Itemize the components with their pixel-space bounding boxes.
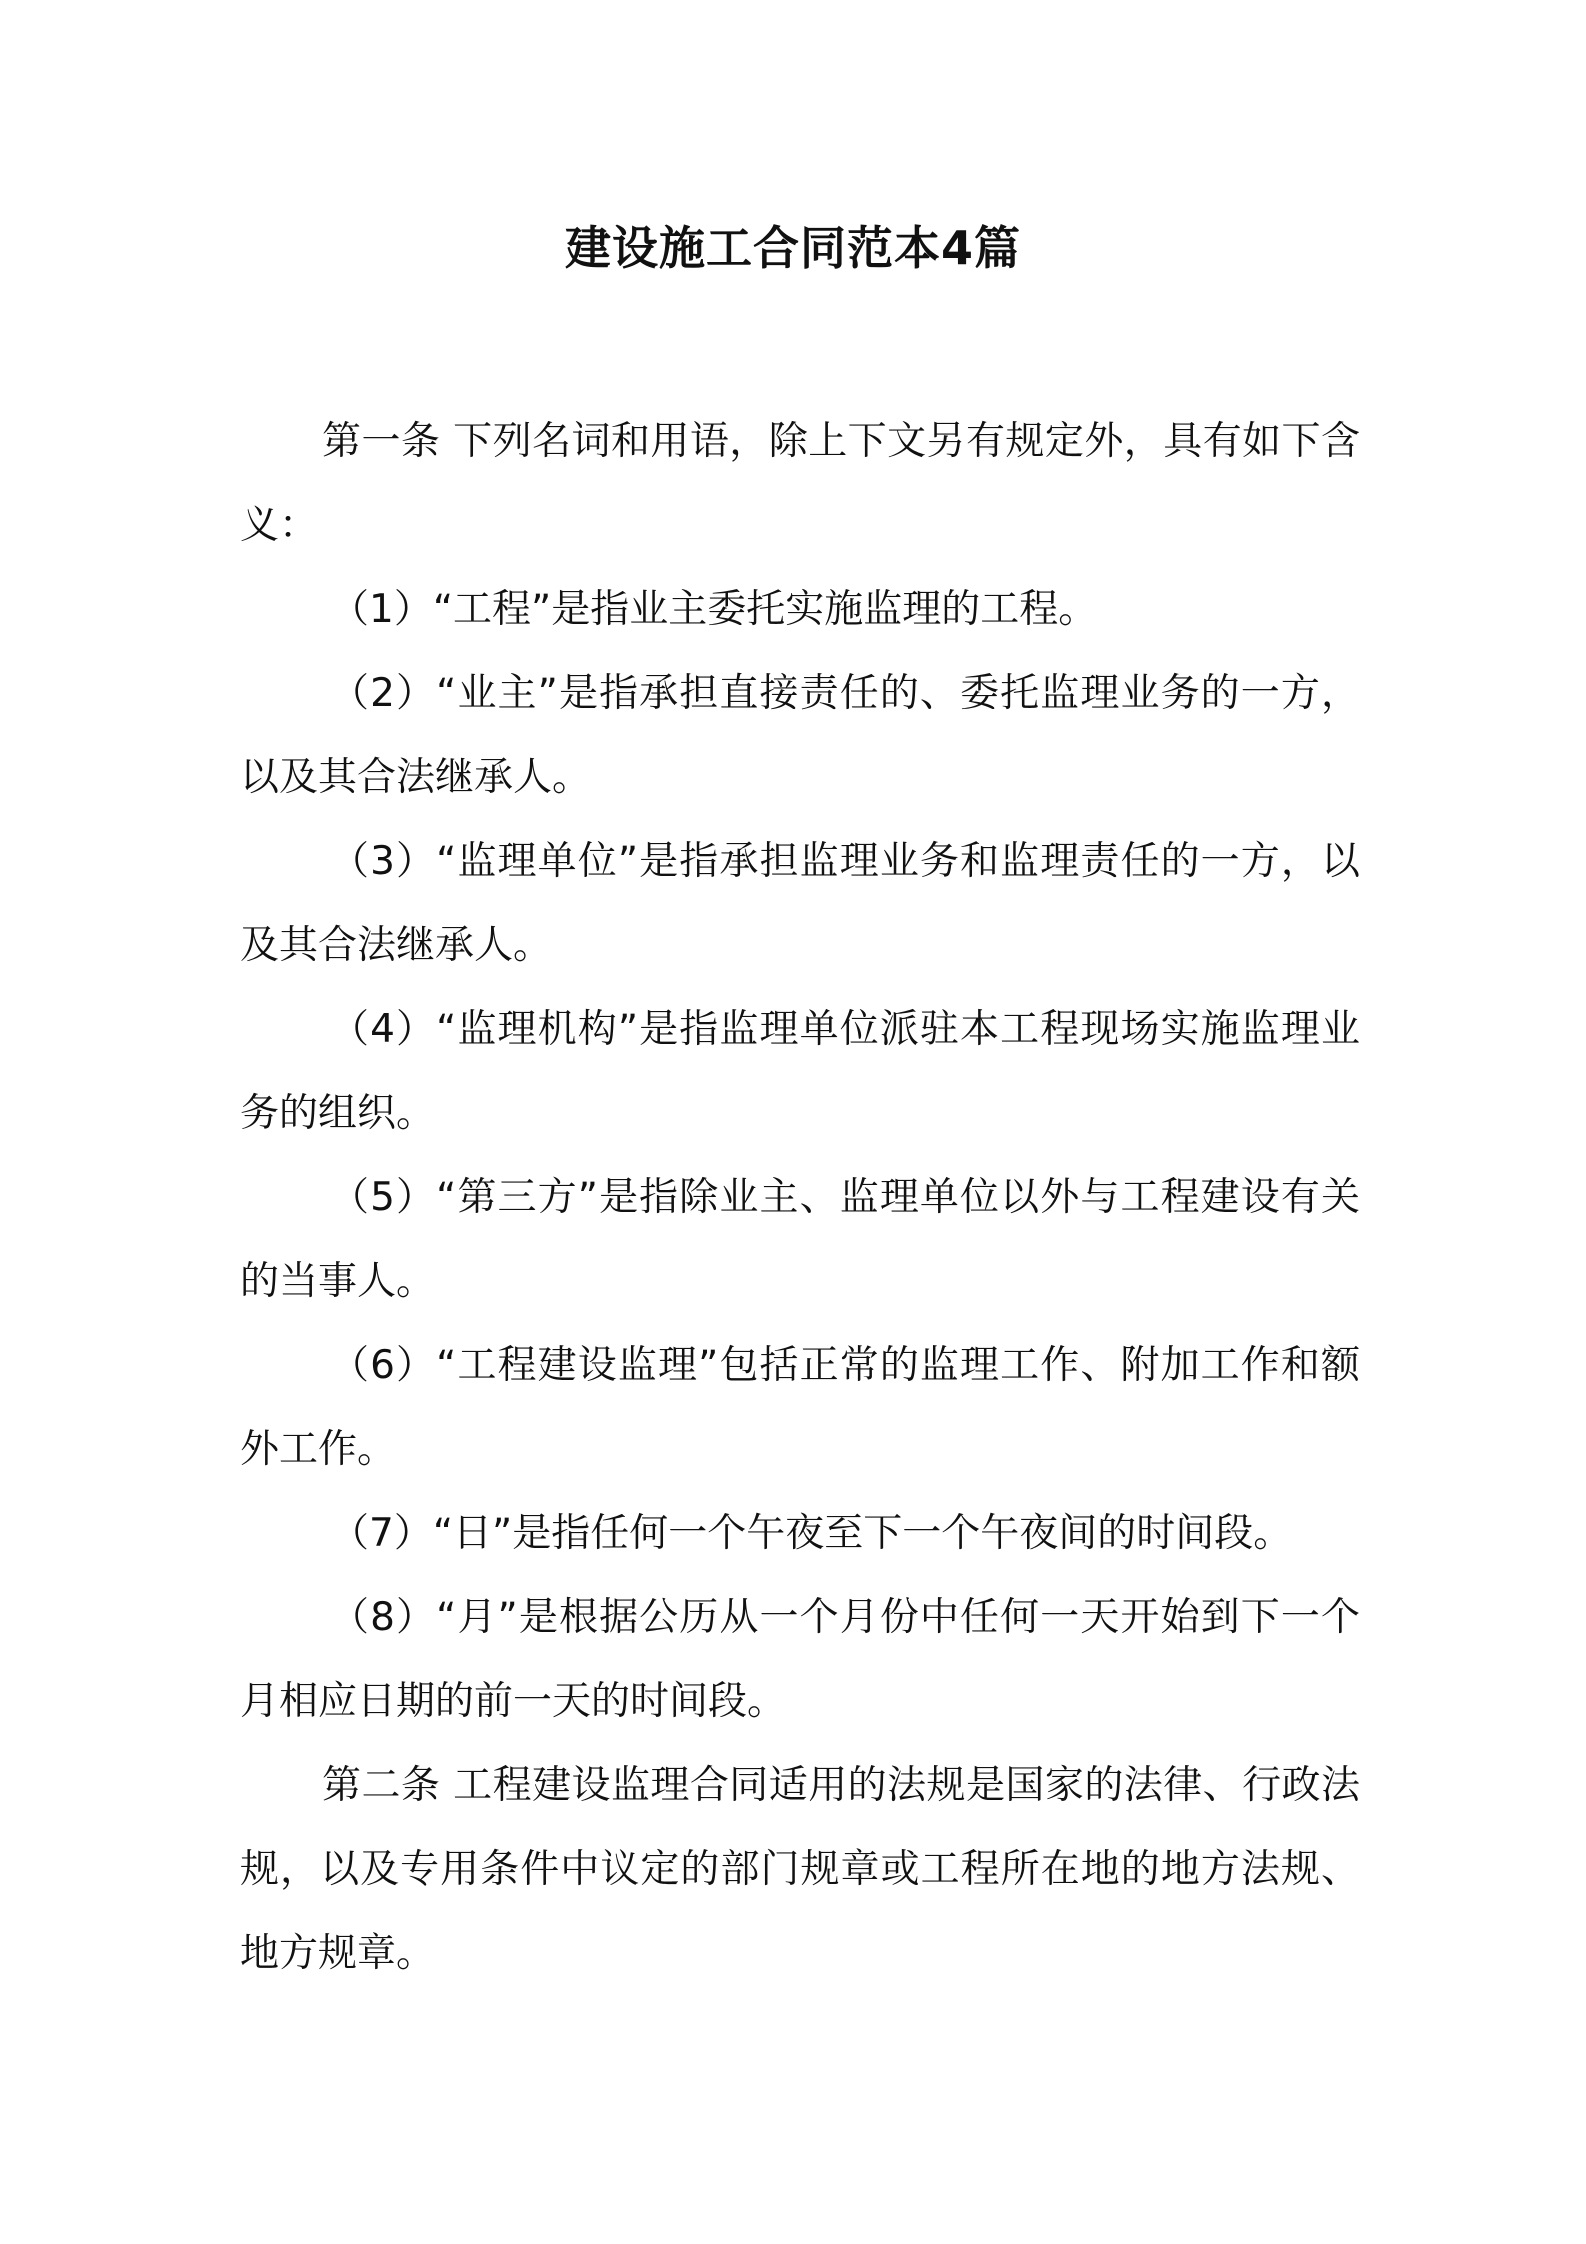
definition-1-project: （1）“工程”是指业主委托实施监理的工程。 <box>330 587 1098 632</box>
definition-7-day: （7）“日”是指任何一个午夜至下一个午夜间的时间段。 <box>330 1511 1293 1556</box>
definition-5-third-party: （5）“第三方”是指除业主、监理单位以外与工程建设有关的当事人。 <box>240 1175 1360 1304</box>
definition-3-supervision-unit: （3）“监理单位”是指承担监理业务和监理责任的一方，以及其合法继承人。 <box>240 839 1360 968</box>
document-body <box>240 400 1360 1996</box>
article-1-intro: 第一条 下列名词和用语，除上下文另有规定外，具有如下含义： <box>240 419 1360 548</box>
article-2-applicable-law: 第二条 工程建设监理合同适用的法规是国家的法律、行政法规，以及专用条件中议定的部门规章或工程所在地的地方法规、地方规章。 <box>240 1763 1360 1976</box>
document-title: 建设施工合同范本4篇 <box>564 221 1021 275</box>
definition-4-supervision-agency: （4）“监理机构”是指监理单位派驻本工程现场实施监理业务的组织。 <box>240 1007 1360 1136</box>
definition-2-owner: （2）“业主”是指承担直接责任的、委托监理业务的一方，以及其合法继承人。 <box>240 671 1360 800</box>
definition-6-construction-supervision: （6）“工程建设监理”包括正常的监理工作、附加工作和额外工作。 <box>240 1343 1360 1472</box>
definition-8-month: （8）“月”是根据公历从一个月份中任何一天开始到下一个月相应日期的前一天的时间段。 <box>240 1595 1360 1724</box>
